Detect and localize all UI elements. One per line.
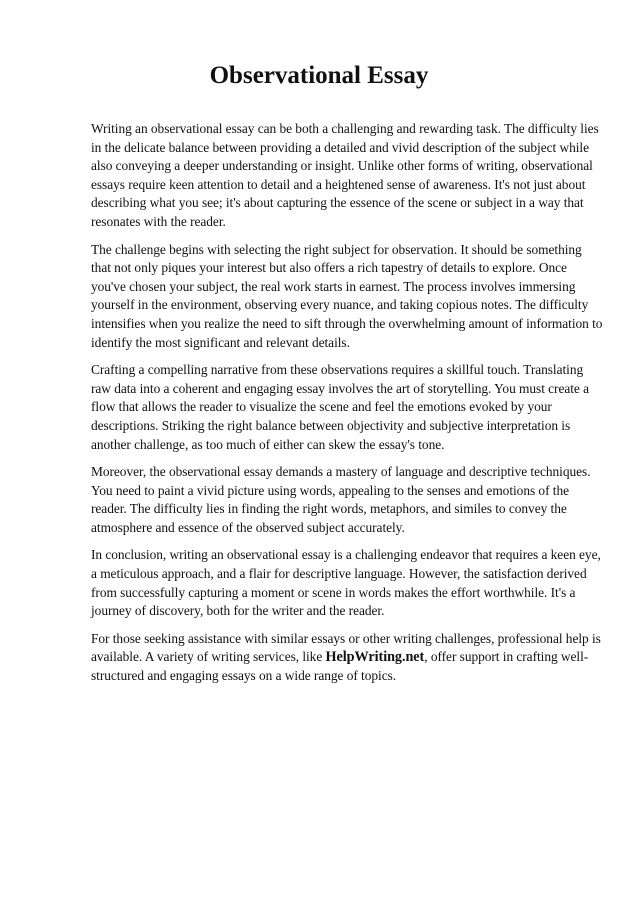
closing-text-before: For those seeking assistance with similar essays or other writing challenges, professional help is available. A variety of writing services, like bbox=[91, 630, 601, 665]
closing-paragraph bbox=[91, 630, 603, 686]
brand-name: HelpWriting.net bbox=[325, 649, 425, 666]
paragraph-1: Writing an observational essay can be both a challenging and rewarding task. The difficulty lies in the delicate balance between providing a detailed and vivid description of the subject while also conveying a deeper understanding or insight. Unlike other forms of writing, observational essays require keen attention to detail and a heightened sense of awareness. It's not just about describing what you see; it's about capturing the essence of the scene or subject in a way that resonates with the reader. bbox=[91, 121, 599, 229]
paragraph-3: Crafting a compelling narrative from these observations requires a skillful touch. Translating raw data into a coherent and engaging essay involves the art of storytelling. You must create a flow that allows the reader to visualize the scene and feel the emotions evoked by your descriptions. Striking the right balance between objectivity and subjective interpretation is another challenge, as too much of either can skew the essay's tone. bbox=[91, 362, 590, 452]
closing-text-after: , offer support in crafting well-structured and engaging essays on a wide range of topics. bbox=[91, 649, 589, 684]
paragraph-2: The challenge begins with selecting the right subject for observation. It should be something that not only piques your interest but also offers a rich tapestry of details to explore. Once you've chosen your subject, the real work starts in earnest. The process involves immersing yourself in the environment, observing every nuance, and taking copious notes. The difficulty intensifies when you realize the need to sift through the overwhelming amount of information to identify the most significant and relevant details. bbox=[91, 241, 603, 350]
paragraph-5: In conclusion, writing an observational essay is a challenging endeavor that requires a keen eye, a meticulous approach, and a flair for descriptive language. However, the satisfaction derived from successfully capturing a moment or scene in words makes the effort worthwhile. It's a journey of discovery, both for the writer and the reader. bbox=[91, 547, 601, 619]
page-title: Observational Essay bbox=[209, 62, 429, 89]
paragraph-4: Moreover, the observational essay demands a mastery of language and descriptive techniques. You need to paint a vivid picture using words, appealing to the senses and emotions of the reader. The difficulty lies in finding the right words, metaphors, and similes to convey the atmosphere and essence of the observed subject accurately. bbox=[91, 464, 591, 535]
document-body bbox=[91, 120, 603, 695]
